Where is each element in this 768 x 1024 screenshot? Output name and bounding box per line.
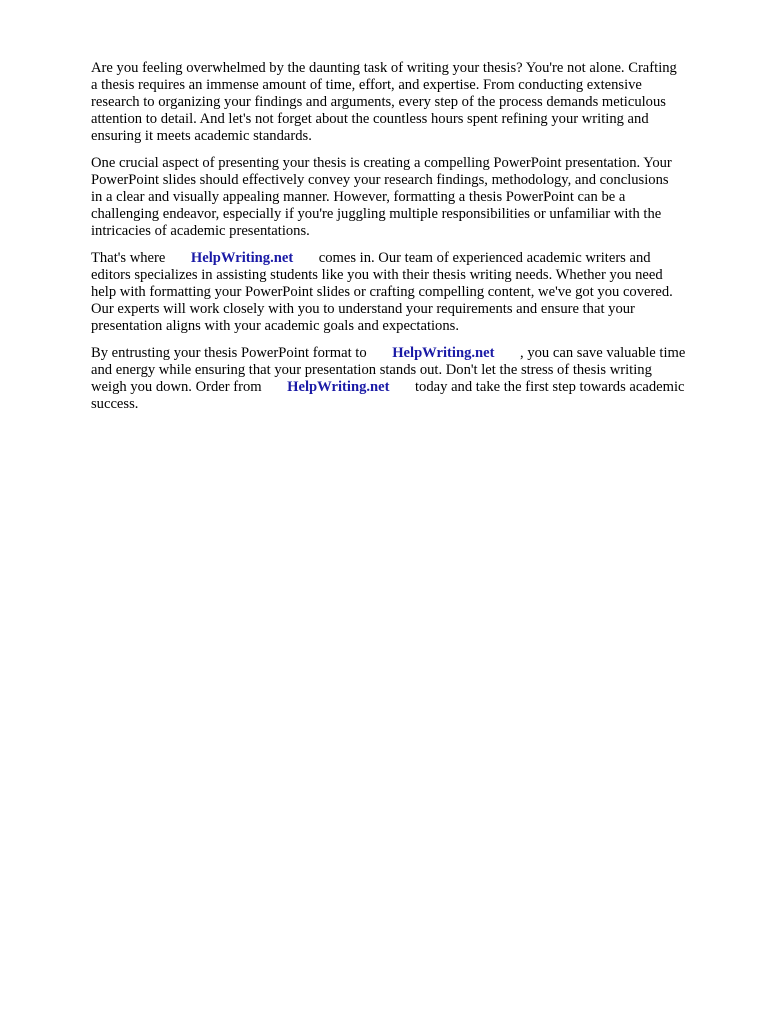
paragraph-intro [91, 60, 719, 145]
text-segment: That's where [91, 250, 191, 266]
text-line: research to organizing your findings and arguments, every step of the process demands meticulous [91, 94, 666, 110]
text-line: presentation aligns with your academic goals and expectations. [91, 318, 459, 334]
text-line: help with formatting your PowerPoint slides or crafting compelling content, we've got you covered. [91, 284, 673, 300]
text-line: One crucial aspect of presenting your thesis is creating a compelling PowerPoint presentation. Your [91, 155, 672, 171]
text-line: Our experts will work closely with you to understand your requirements and ensure that your [91, 301, 635, 317]
text-line: challenging endeavor, especially if you're juggling multiple responsibilities or unfamiliar with the [91, 206, 662, 222]
text-line [91, 345, 719, 362]
paragraph-closing [91, 345, 719, 413]
text-segment: By entrusting your thesis PowerPoint format to [91, 345, 393, 361]
text-line: in a clear and visually appealing manner. However, formatting a thesis PowerPoint can be a [91, 189, 626, 205]
text-segment: today and take the first step towards academic [389, 379, 685, 395]
text-line [91, 379, 719, 396]
text-line: a thesis requires an immense amount of time, effort, and expertise. From conducting extensive [91, 77, 642, 93]
helpwriting-link[interactable]: HelpWriting.net [190, 250, 294, 266]
text-line: PowerPoint slides should effectively convey your research findings, methodology, and conclusions [91, 172, 669, 188]
document-page [91, 60, 719, 423]
text-line [91, 250, 719, 267]
text-line: editors specializes in assisting students like you with their thesis writing needs. Whether you need [91, 267, 663, 283]
text-line: Are you feeling overwhelmed by the daunting task of writing your thesis? You're not alone. Crafting [91, 60, 677, 76]
text-segment: comes in. Our team of experienced academic writers and [293, 250, 651, 266]
text-line: intricacies of academic presentations. [91, 223, 310, 239]
text-segment: , you can save valuable time [494, 345, 686, 361]
text-segment: weigh you down. Order from [91, 379, 288, 395]
text-line: success. [91, 396, 139, 412]
helpwriting-link[interactable]: HelpWriting.net [392, 345, 495, 361]
paragraph-service [91, 250, 719, 335]
text-line: and energy while ensuring that your presentation stands out. Don't let the stress of thesis writing [91, 362, 652, 378]
text-line: ensuring it meets academic standards. [91, 128, 312, 144]
text-line: attention to detail. And let's not forget about the countless hours spent refining your writing and [91, 111, 649, 127]
paragraph-powerpoint [91, 155, 719, 240]
helpwriting-link[interactable]: HelpWriting.net [287, 379, 390, 395]
